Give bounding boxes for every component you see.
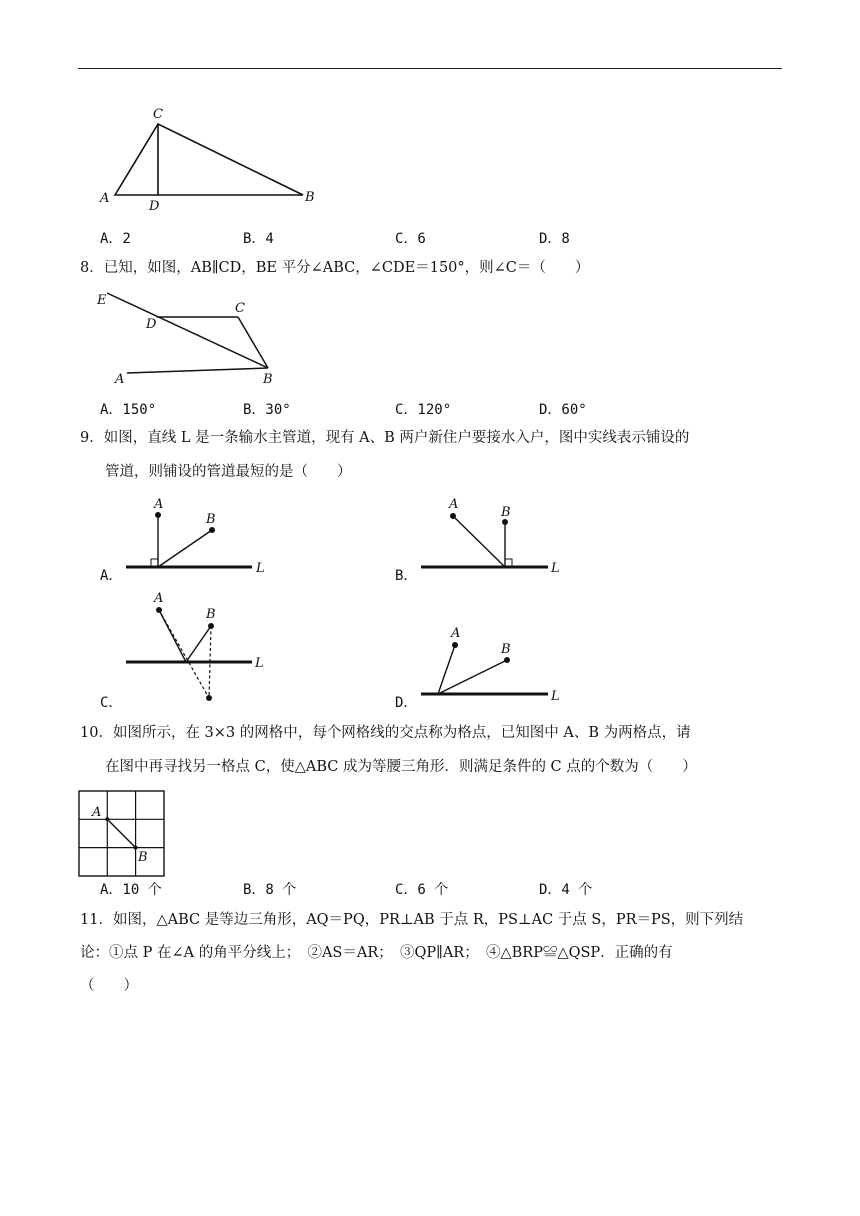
q9-option-d[interactable]: D． <box>395 695 418 711</box>
q10-question-line1: 10．如图所示，在 3×3 的网格中，每个网格线的交点称为格点，已知图中 A、B 为两格点，请 <box>80 725 691 741</box>
q9-figure-a <box>120 495 270 580</box>
q8-option-c[interactable]: C．120° <box>395 402 452 418</box>
q9-figure-c <box>120 587 270 707</box>
q8-question: 8．已知，如图，AB∥CD，BE 平分∠ABC，∠CDE＝150°，则∠C＝（ ） <box>80 260 590 276</box>
q10-option-d[interactable]: D．4 个 <box>539 882 593 898</box>
q9b-label-l: L <box>551 561 560 576</box>
q9-figure-d <box>415 615 565 705</box>
q11-question-line3: （ ） <box>80 978 138 994</box>
q10-option-a[interactable]: A．10 个 <box>100 882 162 898</box>
q9d-label-l: L <box>551 689 560 704</box>
q10-grid-figure <box>78 790 168 880</box>
q9c-label-l: L <box>255 656 264 671</box>
q8-label-d: D <box>146 317 157 332</box>
q8-label-a: A <box>115 372 125 387</box>
q9b-label-a: A <box>449 497 459 512</box>
q9a-label-a: A <box>154 497 164 512</box>
q7-option-c[interactable]: C．6 <box>395 231 426 247</box>
q10-question-line2: 在图中再寻找另一格点 C，使△ABC 成为等腰三角形．则满足条件的 C 点的个数为（ ） <box>105 759 697 775</box>
q9-figure-b <box>415 495 565 580</box>
q10-label-b: B <box>138 850 148 865</box>
q9-option-b[interactable]: B． <box>395 568 418 584</box>
q8-option-d[interactable]: D．60° <box>539 402 587 418</box>
q10-option-b[interactable]: B．8 个 <box>243 882 297 898</box>
q7-option-b[interactable]: B．4 <box>243 231 274 247</box>
q9b-label-b: B <box>501 505 511 520</box>
q9d-label-b: B <box>501 642 511 657</box>
q9-option-a[interactable]: A． <box>100 568 123 584</box>
q7-figure <box>95 100 325 215</box>
q8-label-e: E <box>97 293 107 308</box>
q9-question-line2: 管道，则铺设的管道最短的是（ ） <box>105 464 352 480</box>
q9-option-c[interactable]: C． <box>100 695 123 711</box>
q7-option-d[interactable]: D．8 <box>539 231 570 247</box>
q8-option-b[interactable]: B．30° <box>243 402 291 418</box>
q8-figure <box>95 288 295 388</box>
q7-label-b: B <box>305 190 315 205</box>
q8-label-b: B <box>263 372 273 387</box>
q9a-label-b: B <box>206 512 216 527</box>
q11-question-line2: 论：①点 P 在∠A 的角平分线上； ②AS＝AR； ③QP∥AR； ④△BRP≌△QSP．正确的有 <box>80 945 673 961</box>
q9c-label-b: B <box>206 607 216 622</box>
q7-label-a: A <box>100 191 110 206</box>
q8-label-c: C <box>235 301 245 316</box>
q9c-label-a: A <box>154 591 164 606</box>
q9-question-line1: 9．如图，直线 L 是一条输水主管道，现有 A、B 两户新住户要接水入户，图中实线表示铺设的 <box>80 430 690 446</box>
q7-label-d: D <box>149 199 160 214</box>
header-rule <box>78 68 782 69</box>
q11-question-line1: 11．如图，△ABC 是等边三角形，AQ＝PQ，PR⊥AB 于点 R，PS⊥AC 于点 S，PR＝PS，则下列结 <box>80 912 744 928</box>
q9a-label-l: L <box>256 561 265 576</box>
q8-option-a[interactable]: A．150° <box>100 402 157 418</box>
q7-label-c: C <box>153 107 163 122</box>
q10-label-a: A <box>92 805 102 820</box>
q9d-label-a: A <box>451 626 461 641</box>
q7-option-a[interactable]: A．2 <box>100 231 131 247</box>
q10-option-c[interactable]: C．6 个 <box>395 882 449 898</box>
